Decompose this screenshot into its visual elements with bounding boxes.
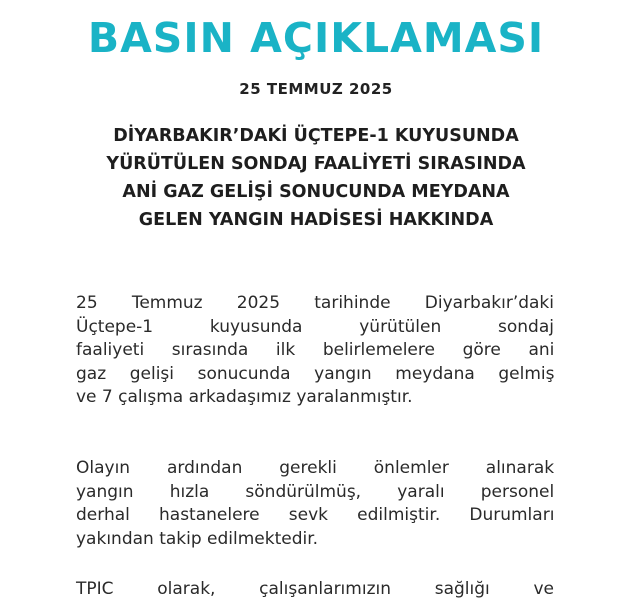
paragraph-line: yakından takip edilmektedir. (76, 528, 319, 549)
paragraph-line: Üçtepe-1 kuyusunda yürütülen sondaj (76, 316, 554, 337)
paragraph-3 (76, 578, 554, 600)
paragraph-line: gaz gelişi sonucunda yangın meydana gelmiş (76, 363, 555, 384)
release-date: 25 TEMMUZ 2025 (239, 80, 393, 98)
paragraph-line: ve 7 çalışma arkadaşımız yaralanmıştır. (76, 387, 413, 407)
paragraph-2 (76, 457, 554, 551)
paragraph-line: 25 Temmuz 2025 tarihinde Diyarbakır’daki (76, 293, 554, 313)
headline-line: DİYARBAKIR’DAKİ ÜÇTEPE-1 KUYUSUNDA (113, 126, 519, 146)
paragraph-line: Olayın ardından gerekli önlemler alınarak (76, 458, 555, 478)
paragraph-line: derhal hastanelere sevk edilmiştir. Durumları (76, 505, 555, 525)
page-title: BASIN AÇIKLAMASI (87, 14, 545, 62)
paragraph-1 (76, 292, 554, 410)
headline-line: ANİ GAZ GELİŞİ SONUCUNDA MEYDANA (122, 182, 510, 202)
paragraph-line: faaliyeti sırasında ilk belirlemelere göre ani (76, 340, 555, 360)
paragraph-line: yangın hızla söndürülmüş, yaralı personel (76, 481, 555, 502)
headline-line: GELEN YANGIN HADİSESİ HAKKINDA (138, 210, 494, 230)
headline-line: YÜRÜTÜLEN SONDAJ FAALİYETİ SIRASINDA (106, 154, 526, 174)
headline (60, 122, 572, 234)
paragraph-line: TPIC olarak, çalışanlarımızın sağlığı ve (76, 579, 554, 599)
